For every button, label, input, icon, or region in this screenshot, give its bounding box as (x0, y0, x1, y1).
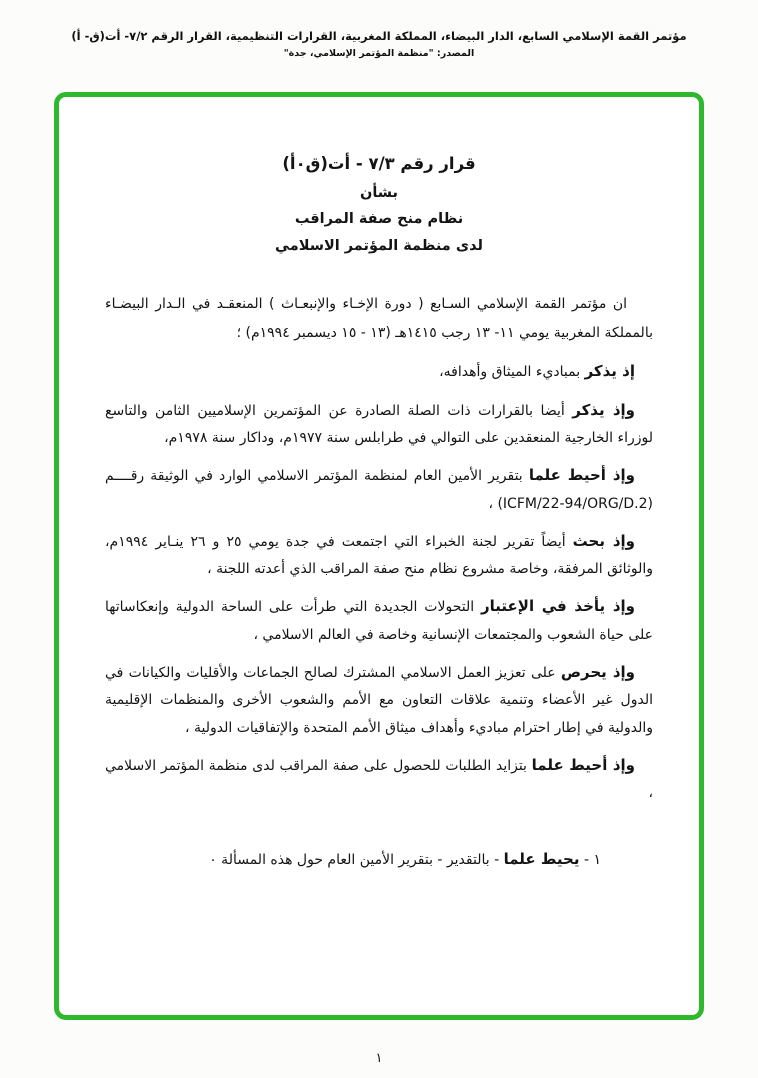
scan-header (0, 0, 758, 62)
title-subject: نظام منح صفة المراقب (294, 211, 464, 228)
title-regarding: بشأن (359, 184, 399, 201)
green-frame (54, 92, 704, 1020)
numbered-item-1 (105, 845, 653, 874)
clause-lead: وإذ يذكر (572, 400, 635, 419)
title-block (105, 149, 653, 260)
document-content (59, 97, 699, 874)
page-number: ١ (375, 1051, 383, 1066)
clause-lead: وإذ أحيط علما (531, 755, 635, 774)
clause-lead: وإذ يأخذ في الإعتبار (481, 597, 636, 616)
scan-header-citation: مؤتمر القمة الإسلامي السابع، الدار البيضاء، المملكة المغربية، القرارات التنظيمية، القرار الرقم ٧/٢- أت(ق- أ) (71, 29, 687, 43)
clause-text: بمباديء الميثاق وأهدافه، (439, 364, 585, 381)
clause-paragraph (105, 396, 653, 453)
clause-lead: إذ يذكر (584, 362, 635, 381)
clause-paragraph (105, 751, 653, 808)
clause-text: على تعزيز العمل الاسلامي المشترك لصالح الجماعات والأقليات والكيانات في الدول غير الأعضاء وتنمية علاقات التعاون مع الأمم والشعوب الأخرى والمنظمات الإقليمية والدولية في إطار احترام مباديء وأهداف ميثاق الأمم المتحدة والإتفاقيات الدولية ، (105, 665, 653, 736)
clause-paragraph (105, 357, 653, 386)
item-text: - بالتقدير - بتقرير الأمين العام حول هذه المسألة ٠ (209, 852, 504, 869)
clause-text: أيضاً تقرير لجنة الخبراء التي اجتمعت في جدة يومي ٢٥ و ٢٦ ينـاير ١٩٩٤م، والوثائق المرفقة، وخاصة مشروع نظام منح صفة المراقب الذي أعدته اللجنة ، (105, 533, 653, 578)
title-organization: لدى منظمة المؤتمر الاسلامي (275, 238, 483, 255)
item-number: ١ - (579, 852, 601, 869)
clause-text: بتقرير الأمين العام لمنظمة المؤتمر الاسلامي الوارد في الوثيقة رقــــم (ICFM/22-94/ORG/D.2) ، (105, 468, 653, 512)
item-lead: يحيط علما (503, 850, 580, 869)
clause-paragraph (105, 461, 653, 518)
clause-lead: وإذ يحرص (560, 663, 635, 681)
clause-paragraph (105, 527, 653, 584)
resolution-number-title: قرار رقم ٧/٣ - أت(ق٠أ) (282, 154, 476, 173)
scan-header-source: المصدر: "منظمة المؤتمر الإسلامي، جدة" (283, 48, 475, 60)
clause-paragraph (105, 658, 653, 742)
clause-lead: وإذ أحيط علما (528, 466, 636, 485)
opening-paragraph: ان مؤتمر القمة الإسلامي السـابع ( دورة الإخـاء والإنبعـاث ) المنعقـد في الـدار البيضـاء بالمملكة المغربية يومي ١١- ١٣ رجب ١٤١٥هـ (١٣ - ١٥ ديسمبر ١٩٩٤م) ؛ (105, 295, 653, 341)
clause-text: التحولات الجديدة التي طرأت على الساحة الدولية وإنعكاساتها على حياة الشعوب والمجتمعات الإنسانية وخاصة في العالم الاسلامي ، (105, 599, 653, 643)
clause-lead: وإذ بحث (572, 531, 635, 550)
clause-paragraph (105, 592, 653, 649)
clause-text: أيضا بالقرارات ذات الصلة الصادرة عن المؤتمرين الإسلاميين الثامن والتاسع لوزراء الخارجية المنعقدين على التوالي في طرابلس سنة ١٩٧٧م، وداكار سنة ١٩٧٨م، (105, 402, 653, 446)
clause-text: بتزايد الطلبات للحصول على صفة المراقب لدى منظمة المؤتمر الاسلامي ، (105, 757, 653, 802)
